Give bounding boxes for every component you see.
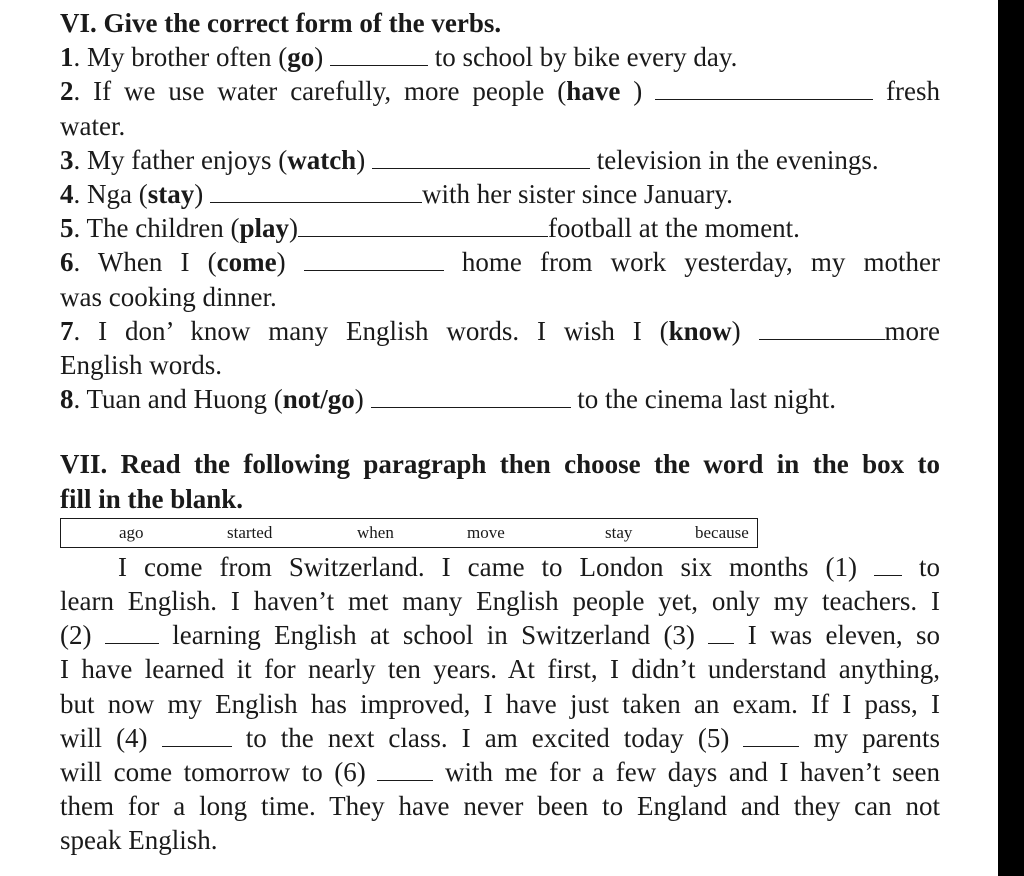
word-box-item: move xyxy=(467,522,505,542)
paragraph-line: learn English. I haven’t met many English people yet, only my teachers. I xyxy=(60,586,940,617)
question-4: 4. Nga (stay) with her sister since January. xyxy=(60,179,733,210)
paragraph-line: will (4) to the next class. I am excited today (5) my parents xyxy=(60,722,941,753)
paragraph-blank-5[interactable] xyxy=(743,722,799,747)
answer-blank-7[interactable] xyxy=(759,315,885,340)
question-3: 3. My father enjoys (watch) television in the evenings. xyxy=(60,144,879,175)
paragraph-blank-4[interactable] xyxy=(162,722,232,747)
paragraph-line: I have learned it for nearly ten years. At first, I didn’t understand anything, xyxy=(60,654,940,685)
word-box-item: because xyxy=(695,522,749,542)
question-7-cont: English words. xyxy=(60,350,222,381)
section-6-heading: VI. Give the correct form of the verbs. xyxy=(60,8,502,38)
word-box-item: stay xyxy=(605,522,633,542)
question-7: 7. I don’ know many English words. I wish I (know) more xyxy=(60,315,940,346)
question-6: 6. When I (come) home from work yesterday, my mother xyxy=(60,247,941,278)
answer-blank-8[interactable] xyxy=(371,383,571,408)
paragraph-blank-3[interactable] xyxy=(708,619,734,644)
paragraph-line: them for a long time. They have never been to England and they can not xyxy=(60,791,940,822)
question-2-cont: water. xyxy=(60,110,126,141)
paragraph-line: speak English. xyxy=(60,825,218,856)
paragraph-blank-6[interactable] xyxy=(377,756,433,781)
section-7-heading: VII. Read the following paragraph then choose the word in the box to xyxy=(60,449,940,480)
paragraph-blank-1[interactable] xyxy=(874,551,902,576)
dark-edge xyxy=(998,0,1024,876)
paragraph-line: (2) learning English at school in Switzerland (3) I was eleven, so xyxy=(60,620,941,651)
section-7-heading-cont: fill in the blank. xyxy=(60,483,244,514)
answer-blank-4[interactable] xyxy=(210,178,422,203)
answer-blank-3[interactable] xyxy=(372,144,590,169)
word-box-item: ago xyxy=(119,522,144,542)
paragraph-line: I come from Switzerland. I came to London six months (1) to xyxy=(118,551,941,582)
paragraph-line: but now my English has improved, I have just taken an exam. If I pass, I xyxy=(60,688,940,719)
reading-paragraph xyxy=(60,550,940,858)
answer-blank-6[interactable] xyxy=(304,246,444,271)
word-box-item: when xyxy=(357,522,394,542)
word-box-item: started xyxy=(227,522,273,542)
question-2: 2. If we use water carefully, more people (have ) fresh xyxy=(60,76,940,107)
paragraph-line: will come tomorrow to (6) with me for a few days and I haven’t seen xyxy=(60,757,941,788)
question-8: 8. Tuan and Huong (not/go) to the cinema last night. xyxy=(60,384,836,415)
question-5: 5. The children (play) football at the moment. xyxy=(60,213,800,244)
question-1: 1. My brother often (go) to school by bike every day. xyxy=(60,42,738,73)
worksheet xyxy=(60,6,940,858)
paragraph-blank-2[interactable] xyxy=(105,619,159,644)
question-6-cont: was cooking dinner. xyxy=(60,281,277,312)
answer-blank-1[interactable] xyxy=(330,41,428,66)
word-box xyxy=(60,518,758,548)
answer-blank-2[interactable] xyxy=(655,75,873,100)
answer-blank-5[interactable] xyxy=(298,212,548,237)
